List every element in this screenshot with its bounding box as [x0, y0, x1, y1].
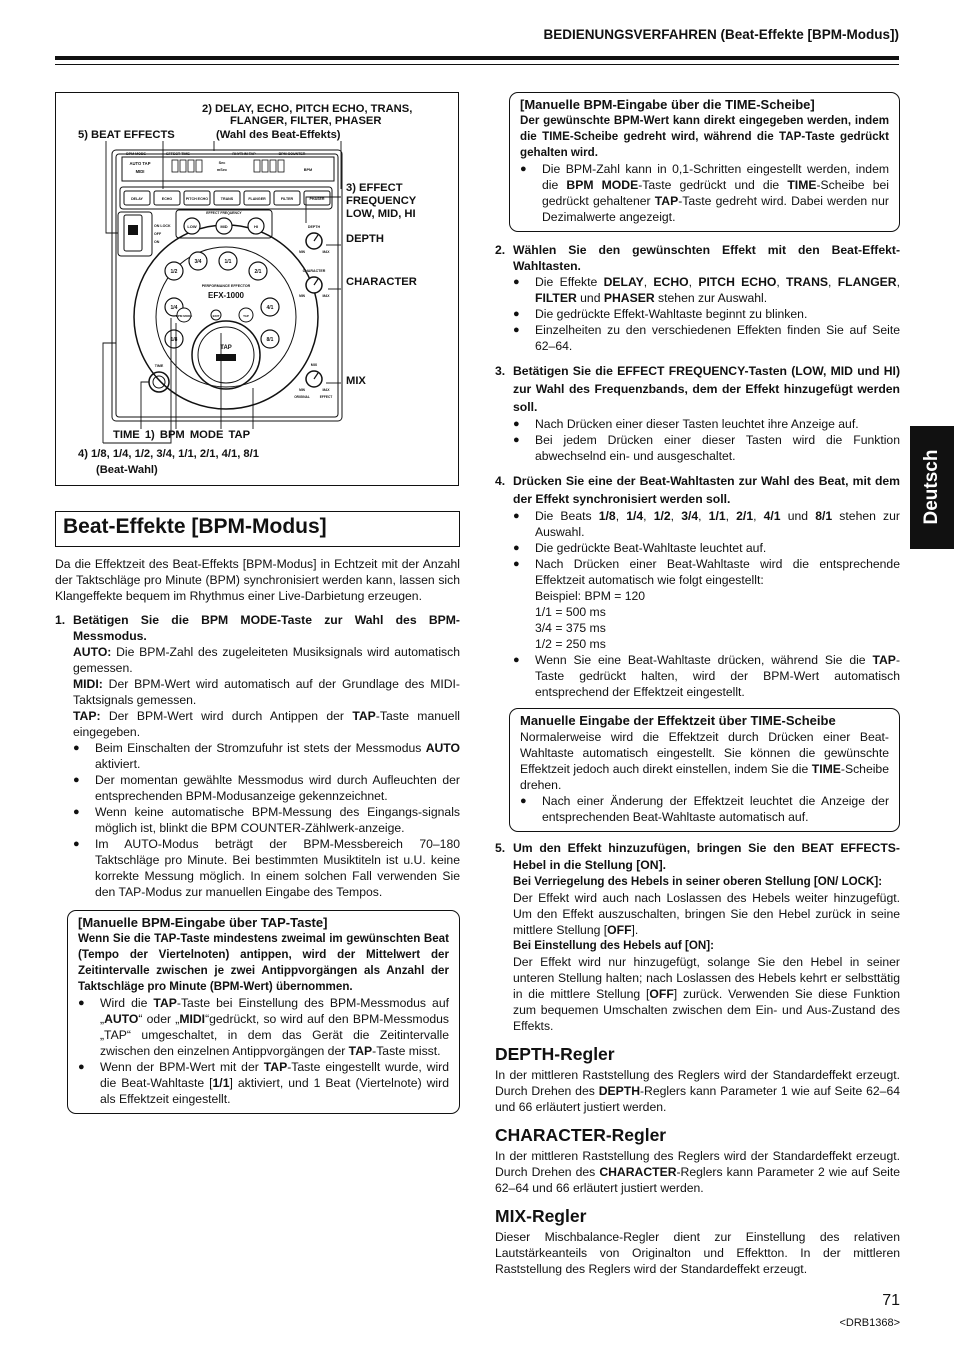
label-depth: DEPTH: [346, 233, 384, 245]
bullet-3: ● Wenn keine automatische BPM-Messung des Eingangs-signals möglich ist, blinkt die BPM COUNTER-Zählwerk-anzeige.: [73, 805, 460, 835]
display-text: mSec: [216, 168, 228, 172]
time-box-bullet: ● Die BPM-Zahl kann in 0,1-Schritten eingestellt werden, indem die BPM MODE-Taste gedrückt und die TIME-Scheibe bei gedrückt gehaltener TAP-Taste gedreht wird. Dabei werden nur Dezimalwerte angezeigt.: [520, 162, 889, 224]
knob-min: MIN: [299, 294, 305, 298]
mode-tap-text-1: Der BPM-Wert wird durch Antippen der: [100, 709, 353, 723]
knob-max: MAX: [322, 250, 330, 254]
bullet-2: ● Der momentan gewählte Messmodus wird durch Aufleuchten der entsprechenden BPM-Modusanzeige gekennzeichnet.: [73, 773, 460, 803]
knob-label: DEPTH: [307, 225, 321, 229]
display-digit: [278, 160, 284, 172]
mix-effect: EFFECT: [319, 395, 333, 399]
page-header: BEDIENUNGSVERFAHREN (Beat-Effekte [BPM-Modus]): [543, 27, 899, 42]
lever-label: OFF: [154, 232, 162, 236]
tap-time-knob: [149, 372, 169, 392]
beat-button-label: 1/1: [224, 259, 232, 265]
label-effects-list-3: (Wahl des Beat-Effekts): [216, 129, 341, 141]
effect-button-label: TRANS: [220, 197, 234, 201]
display-text: Sec: [218, 161, 226, 165]
label-beat-select-1: 4) 1/8, 1/4, 1/2, 3/4, 1/1, 2/1, 4/1, 8/1: [78, 448, 259, 460]
section-title: Beat-Effekte [BPM-Modus]: [55, 511, 460, 547]
step-5-lock-text: Der Effekt wird auch nach Loslassen des Hebels weiter hinzugefügt. Um den Effekt auszuschalten, bringen Sie den Hebel zurück in seine mittlere Stellung [OFF].: [513, 891, 900, 937]
device-figure: [55, 92, 459, 486]
display-label: EFFECT TIME: [166, 152, 190, 156]
display-digit: [262, 160, 268, 172]
label-freq-2: FREQUENCY: [346, 195, 417, 207]
display-label: RHYTHM TAP: [232, 152, 256, 156]
step-3-bullet-2: ● Bei jedem Drücken einer dieser Tasten wird die Funktion abwechselnd ein- und ausgeschaltet.: [513, 433, 900, 463]
tap-box-bullet-1: ● Wird die TAP-Taste bei Einstellung des BPM-Messmodus auf „AUTO“ oder „MIDI“gedrückt, so wird auf den BPM-Messmodus „TAP“ umgeschaltet, in dem das Gerät die Zeitintervalle zwischen den einzelnen Antippvorgängen der TAP-Taste misst.: [78, 996, 449, 1058]
character-text: In der mittleren Raststellung des Reglers wird der Standardeffekt erzeugt. Durch Drehen des CHARACTER-Reglers kann Parameter 2 wie auf Seite 62–64 und 66 erläutert justiert werden.: [495, 1149, 901, 1195]
beat-button-label: 8/1: [266, 337, 274, 343]
bullet-1: ● Beim Einschalten der Stromzufuhr ist stets der Messmodus AUTO aktiviert.: [73, 741, 460, 771]
step-5: 5. Um den Effekt hinzuzufügen, bringen Sie den BEAT EFFECTS-Hebel in die Stellung [ON].: [495, 841, 900, 872]
document-code: <DRB1368>: [839, 1317, 900, 1329]
effect-button-label: ECHO: [161, 197, 173, 201]
example-1: 1/1 = 500 ms: [535, 605, 606, 619]
mode-tap: [55, 708, 460, 740]
tap-input-box: [67, 910, 460, 1114]
time-box-title: [Manuelle BPM-Eingabe über die TIME-Scheibe]: [520, 97, 815, 112]
label-freq-3: LOW, MID, HI: [346, 208, 416, 220]
example-0: Beispiel: BPM = 120: [535, 589, 646, 603]
dial-tap-plate: [216, 354, 236, 361]
bullet-1-b: aktiviert.: [95, 757, 141, 771]
step-3: 3. Betätigen Sie die EFFECT FREQUENCY-Tasten (LOW, MID und HI) zur Wahl des Frequenzbands, dem der Effekt hinzugefügt werden soll.: [495, 364, 900, 414]
step-3-bullet-1: ● Nach Drücken einer dieser Tasten leuchtet ihre Anzeige auf.: [513, 417, 859, 431]
intro-paragraph: Da die Effektzeit des Beat-Effekts [BPM-Modus] in Echtzeit mit der Anzahl der Taktschläge pro Minute (BPM) synchronisiert werden kann, lassen sich Klangeffekte bequem im Rhythmus einer Live-Darbietung erzeugen.: [55, 557, 460, 603]
lever-label: ON LOCK: [154, 224, 171, 228]
beat-button-label: 1/4: [170, 305, 178, 311]
device-display: [122, 157, 334, 181]
bullet-2-text: Der momentan gewählte Messmodus wird durch Aufleuchten der entsprechenden BPM-Modusanzeige gekennzeichnet.: [95, 773, 460, 803]
display-digit: [254, 160, 260, 172]
left-column: [55, 556, 460, 1114]
effect-box-title: Manuelle Eingabe der Effektzeit über TIME-Scheibe: [520, 713, 836, 728]
display-label: BPM MODE: [126, 152, 146, 156]
step-1-number: 1.: [55, 613, 66, 627]
example-3: 1/2 = 250 ms: [535, 637, 606, 651]
display-digit: [196, 160, 202, 172]
step-2: 2. Wählen Sie den gewünschten Effekt mit den Beat-Effekt-Wahltasten.: [495, 243, 900, 273]
bullet-3-text: Wenn keine automatische BPM-Messung des Eingangs-signals möglich ist, blinkt die BPM COUNTER-Zählwerk-anzeige.: [95, 805, 460, 835]
mode-tap-key: TAP:: [73, 709, 101, 723]
label-effects-list-2: FLANGER, FILTER, PHASER: [230, 115, 382, 127]
label-mix: MIX: [346, 375, 366, 387]
depth-text: In der mittleren Raststellung des Reglers wird der Standardeffekt erzeugt. Durch Drehen des DEPTH-Reglers kann Parameter 1 wie auf Seite 62–64 und 66 erläutert justiert werden.: [495, 1068, 900, 1114]
display-digit: [270, 160, 276, 172]
mode-tap-text-2: -Taste manuell eingegeben.: [73, 709, 460, 739]
mix-heading: MIX-Regler: [495, 1206, 587, 1226]
knob-label: CHARACTER: [302, 269, 326, 273]
step-4-bullet-2: ● Die gedrückte Beat-Wahltaste leuchtet auf.: [513, 541, 767, 555]
mode-auto-key: AUTO:: [73, 645, 112, 659]
time-box-bold: Der gewünschte BPM-Wert kann direkt eingegeben werden, indem die TIME-Scheibe gedreht wird, während die TAP-Taste gedrückt gehalten wird.: [520, 114, 889, 159]
label-character: CHARACTER: [346, 276, 417, 288]
language-tab-label: Deutsch: [921, 449, 942, 525]
mode-midi: [55, 676, 460, 708]
dial-tap-label: TAP: [220, 345, 232, 351]
header-rule-thin: [55, 64, 899, 65]
step-2-bullet-1: ● Die Effekte DELAY, ECHO, PITCH ECHO, TRANS, FLANGER, FILTER und PHASER stehen zur Auswahl.: [513, 275, 900, 305]
tap-box-bold: Wenn Sie die TAP-Taste mindestens zweimal im gewünschten Beat (Tempo der Viertelnoten) antippen, wird der Mittelwert der Zeitintervalle zwischen je zwei Antippvorgängen als Anzahl der Taktschläge pro Minute (BPM-Wert) übernommen.: [78, 932, 449, 993]
edit-label: EDIT: [212, 314, 220, 318]
tap-small-label: TAP: [243, 314, 249, 318]
label-beat-select-2: (Beat-Wahl): [96, 464, 158, 476]
header-rule-thick: [55, 56, 899, 60]
mode-auto-text: Die BPM-Zahl des zugeleiteten Musiksignals wird automatisch gemessen.: [73, 645, 460, 675]
bullet-4-text: Im AUTO-Modus beträgt der BPM-Messbereich 70–180 Taktschläge pro Minute. Bei bestimmten Musiktiteln ist u.U. keine korrekte Messung möglich. In einem solchen Fall verwenden Sie den TAP-Modus zur manuellen Eingabe des Tempos.: [95, 837, 460, 899]
beat-button-label: 1/8: [170, 337, 178, 343]
step-4-bullet-1: ● Die Beats 1/8, 1/4, 1/2, 3/4, 1/1, 2/1, 4/1 und 8/1 stehen zur Auswahl.: [513, 509, 900, 539]
freq-button-label: LOW: [187, 224, 197, 229]
display-digit: [172, 160, 178, 172]
knob-min: MIN: [299, 250, 305, 254]
effect-button-label: FILTER: [280, 197, 294, 201]
tap-box-bullet-2: ● Wenn der BPM-Wert mit der TAP-Taste eingestellt wurde, wird die Beat-Wahltaste [1/1] aktiviert, und 1 Beat (Viertelnote) wird als Effektzeit eingestellt.: [78, 1060, 450, 1106]
display-text: BPM: [303, 168, 313, 172]
label-bottom-row: TIME 1) BPM MODE TAP: [113, 429, 251, 441]
effect-button-label: PITCH ECHO: [185, 197, 209, 201]
step-4: 4. Drücken Sie eine der Beat-Wahltasten zur Wahl des Beat, mit dem der Effekt synchronisiert werden soll.: [495, 474, 900, 506]
step-5-on-text: Der Effekt wird nur hinzugefügt, solange Sie den Hebel in seiner unteren Stellung halten; nach Loslassen des Hebels kehrt er selbsttätig in die mittlere Stellung [OFF] zurück. Verwenden Sie diese Funktion zum bequemen Umschalten zwischen dem Ein- und Aus-Zustand des Effekts.: [513, 955, 901, 1033]
lever-handle: [128, 225, 138, 235]
step-1: [55, 612, 460, 644]
mode-tap-key-2: TAP: [352, 709, 376, 723]
time-knob-label: TIME: [154, 364, 164, 368]
effect-button-label: FLANGER: [248, 197, 266, 201]
bpm-mode-label: BPM MODE: [175, 314, 193, 318]
step-5-lock-heading: Bei Verriegelung des Hebels in seiner oberen Stellung [ON/ LOCK]:: [513, 875, 883, 888]
character-heading: CHARACTER-Regler: [495, 1125, 667, 1145]
knob-max: MAX: [322, 388, 330, 392]
display-label: BPM COUNTER: [278, 152, 306, 156]
right-column: [495, 92, 900, 1277]
beat-button-label: 2/1: [254, 269, 262, 275]
page-number: 71: [882, 1292, 900, 1309]
effect-box-bullet: ● Nach einer Änderung der Effektzeit leuchtet die Anzeige der entsprechenden Beat-Wahltaste automatisch auf.: [520, 794, 889, 824]
mix-text: Dieser Mischbalance-Regler dient zur Einstellung des relativen Lautstärkeanteils von Originalton und Effektton. In der mittleren Raststellung des Reglers wird der Standardeffekt erzeugt.: [495, 1230, 900, 1276]
display-digit: [188, 160, 194, 172]
step-4-bullet-4: ● Wenn Sie eine Beat-Wahltaste drücken, während Sie die TAP-Taste gedrückt halten, wird der BPM-Wert automatisch entsprechend der Effektzeit eingestellt.: [513, 653, 900, 699]
knob-label: MIX: [310, 363, 318, 367]
maker-line: PERFORMANCE EFFECTOR: [201, 284, 251, 288]
step-2-bullet-2: ● Die gedrückte Effekt-Wahltaste beginnt zu blinken.: [513, 307, 808, 321]
label-freq-1: 3) EFFECT: [346, 182, 403, 194]
beat-button-label: 3/4: [194, 259, 202, 265]
time-dial-effect-box: Manuelle Eingabe der Effektzeit über TIME-Scheibe Normalerweise wird die Effektzeit durch Drücken einer Beat-Wahltaste automatisch eingestellt. Sie können die gewünschte Effektzeit jedoch auch direkt einstellen, indem Sie die TIME-Scheibe drehen. ● Nach einer Änderung der Effektzeit leuchtet die Anzeige der entsprechenden Beat-Wahltaste automatisch auf.: [509, 708, 900, 832]
lever-label: ON: [154, 240, 160, 244]
beat-button-label: 1/2: [170, 269, 178, 275]
beat-button-label: 4/1: [266, 305, 274, 311]
language-tab: [910, 426, 954, 549]
step-5-on-heading: Bei Einstellung des Hebels auf [ON]:: [513, 939, 714, 952]
depth-heading: DEPTH-Regler: [495, 1044, 615, 1064]
knob-min: MIN: [299, 388, 305, 392]
freq-frame-label: EFFECT FREQUENCY: [206, 211, 242, 215]
mode-midi-key: MIDI:: [73, 677, 103, 691]
effect-button-label: DELAY: [131, 197, 143, 201]
bullet-4: ● Im AUTO-Modus beträgt der BPM-Messbereich 70–180 Taktschläge pro Minute. Bei bestimmten Musiktiteln ist u.U. keine korrekte Messung möglich. In einem solchen Fall verwenden Sie den TAP-Modus zur manuellen Eingabe des Tempos.: [73, 837, 460, 899]
mix-original: ORIGINAL: [294, 395, 310, 399]
model-name: EFX-1000: [207, 291, 245, 300]
mode-midi-text: Der BPM-Wert wird automatisch auf der Grundlage des MIDI-Taktsignals gemessen.: [73, 677, 460, 707]
bullet-1-key: AUTO: [425, 741, 460, 755]
display-text: AUTO TAP: [129, 161, 151, 166]
example-2: 3/4 = 375 ms: [535, 621, 606, 635]
freq-button-label: MID: [220, 224, 228, 229]
step-2-bullet-3: ● Einzelheiten zu den verschiedenen Effekten finden Sie auf Seite 62–64.: [513, 323, 900, 353]
label-beat-effects: 5) BEAT EFFECTS: [78, 129, 175, 141]
freq-button-label: HI: [254, 224, 258, 229]
effect-button-label: PHASER: [309, 197, 325, 201]
step-1-text: Betätigen Sie die BPM MODE-Taste zur Wahl des BPM-Messmodus.: [73, 613, 460, 643]
knob-max: MAX: [322, 294, 330, 298]
time-dial-bpm-box: [509, 92, 900, 232]
bullet-1-a: Beim Einschalten der Stromzufuhr ist stets der Messmodus: [95, 741, 426, 755]
device-illustration: [56, 93, 460, 487]
display-text: MIDI: [135, 169, 145, 174]
tap-box-title: [Manuelle BPM-Eingabe über TAP-Taste]: [78, 915, 328, 930]
tap-time-knob-inner: [153, 376, 165, 388]
display-digit: [180, 160, 186, 172]
label-effects-list-1: 2) DELAY, ECHO, PITCH ECHO, TRANS,: [202, 103, 413, 115]
step-4-bullet-3: ● Nach Drücken einer Beat-Wahltaste wird die entsprechende Effektzeit automatisch wie folgt eingestellt:: [513, 557, 900, 587]
mode-auto: [55, 644, 460, 676]
